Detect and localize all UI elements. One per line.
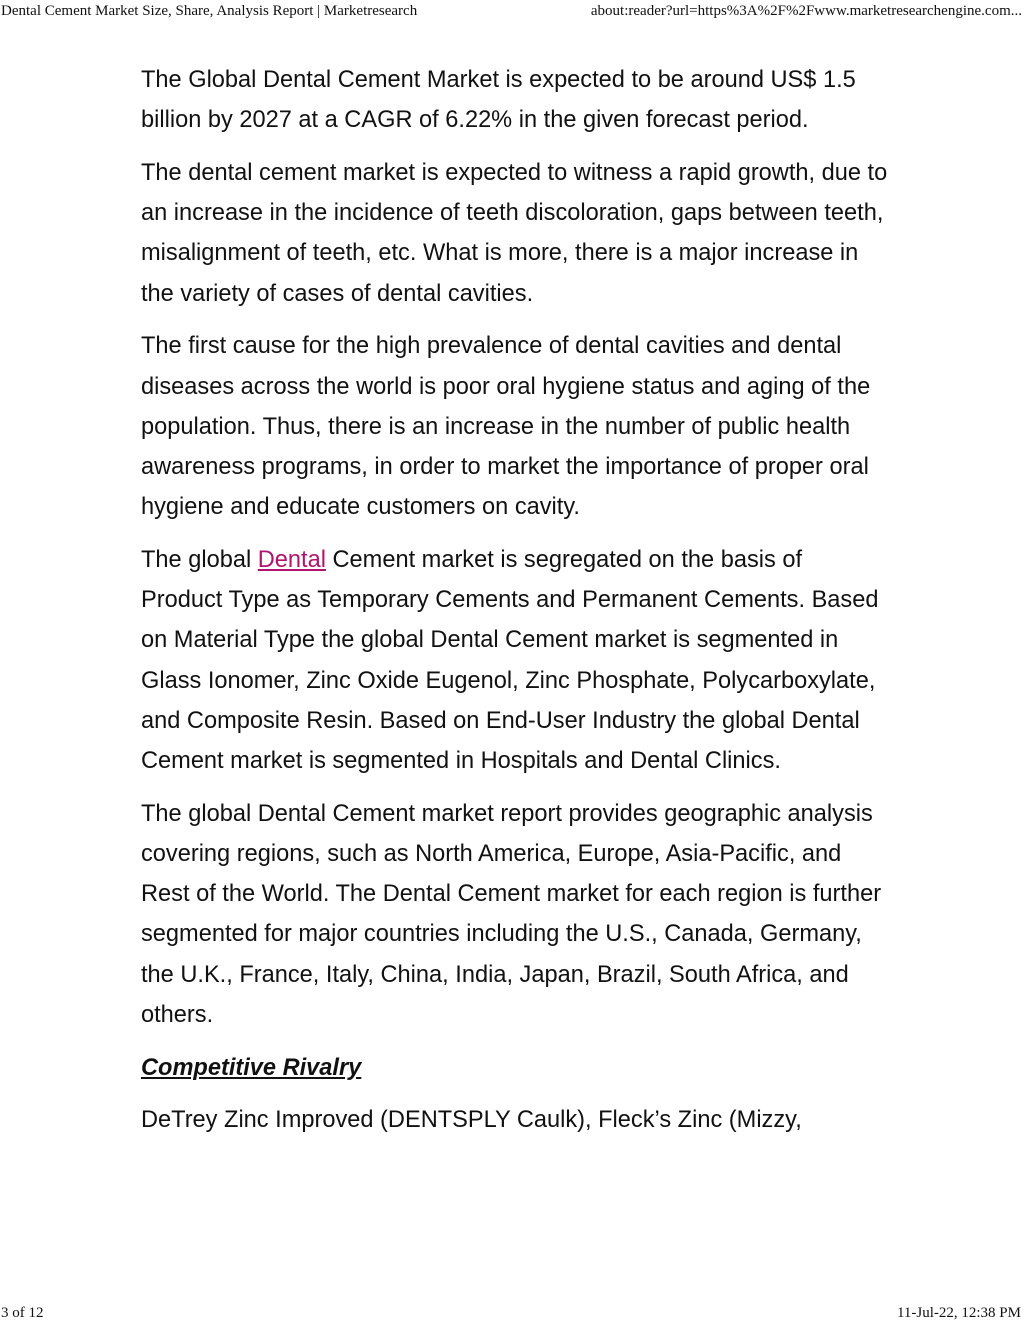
paragraph-prevalence: The first cause for the high prevalence of dental cavities and dental diseases across the world is poor oral hygiene status and aging of the population. Thus, there is an increase in the number of public health awareness programs, in order to market the importance of proper oral hygiene and educate customers on cavity.: [141, 333, 871, 521]
page-url: about:reader?url=https%3A%2F%2Fwww.marketresearchengine.com...: [590, 3, 1022, 19]
paragraph-segmentation-body: Cement market is segregated on the basis of Product Type as Temporary Cements and Permanent Cements. Based on Material Type the global Dental Cement market is segmented in Glass Ionomer, Zinc Oxide Eugenol, Zinc Phosphate, Polycarboxylate, and Composite Resin. Based on End-User Industry the global Dental Cement market is segmented in Hospitals and Dental Clinics.: [141, 547, 879, 775]
paragraph-competitors: DeTrey Zinc Improved (DENTSPLY Caulk), Fleck’s Zinc (Mizzy,: [141, 1107, 802, 1134]
page-number: 3 of 12: [1, 1305, 44, 1321]
paragraph-market-size: The Global Dental Cement Market is expected to be around US$ 1.5 billion by 2027 at a CAGR of 6.22% in the given forecast period.: [141, 67, 856, 134]
paragraph-growth-drivers: The dental cement market is expected to witness a rapid growth, due to an increase in the incidence of teeth discoloration, gaps between teeth, misalignment of teeth, etc. What is more, there is a major increase in the variety of cases of dental cavities.: [141, 160, 888, 307]
section-heading-competitive-rivalry: Competitive Rivalry: [141, 1054, 362, 1081]
print-datetime: 11-Jul-22, 12:38 PM: [896, 1305, 1021, 1321]
article-body: [141, 60, 889, 1153]
paragraph-geography: The global Dental Cement market report provides geographic analysis covering regions, such as North America, Europe, Asia-Pacific, and Rest of the World. The Dental Cement market for each region is further segmented for major countries including the U.S., Canada, Germany, the U.K., France, Italy, China, India, Japan, Brazil, South Africa, and others.: [141, 800, 882, 1028]
paragraph-segmentation-lead: The global: [141, 547, 258, 574]
dental-link[interactable]: Dental: [257, 547, 326, 574]
page-title: Dental Cement Market Size, Share, Analysis Report | Marketresearch: [1, 3, 418, 19]
print-footer: [0, 1302, 1024, 1324]
print-header: [0, 0, 1024, 22]
paragraph-segmentation: [141, 540, 889, 781]
